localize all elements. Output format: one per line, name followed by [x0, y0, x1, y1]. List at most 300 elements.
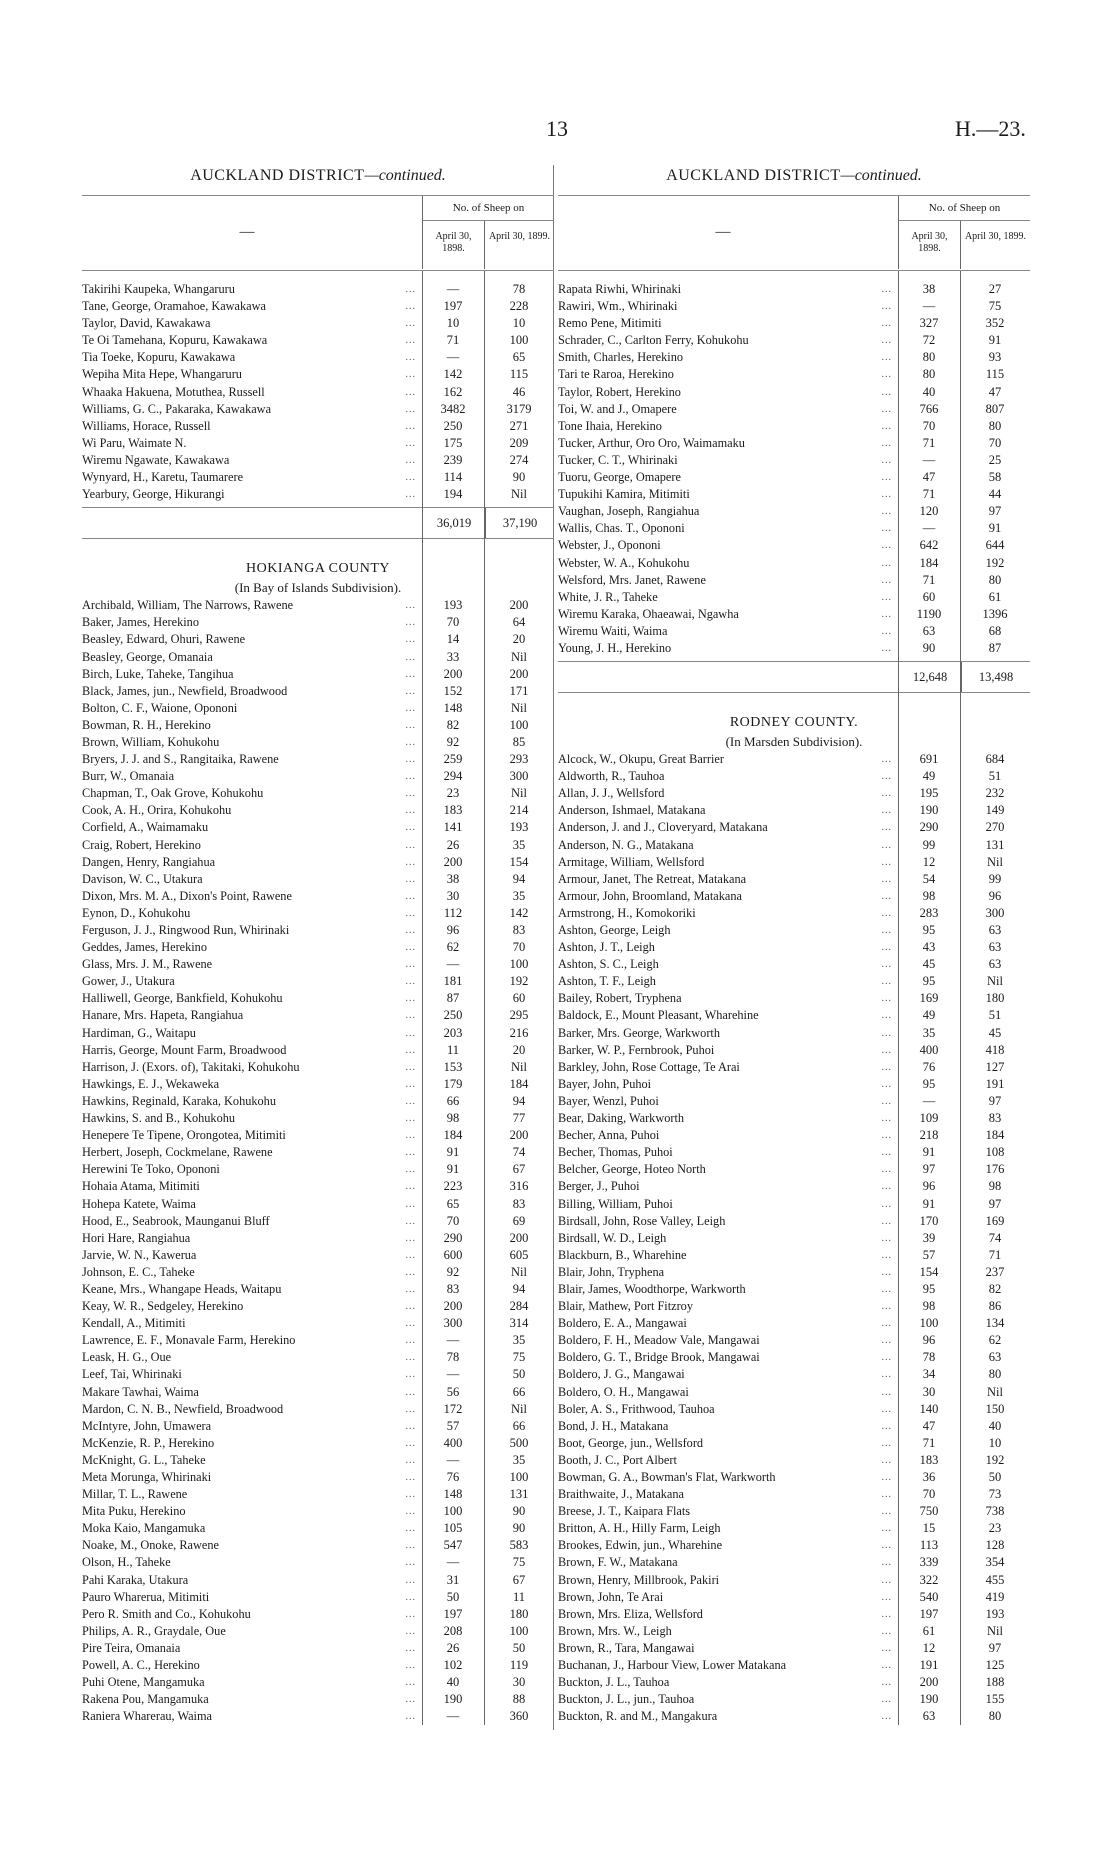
district-heading-continued: —continued. [364, 167, 446, 184]
sheep-1899: 150 [985, 1401, 1005, 1416]
table-row [558, 469, 1030, 486]
sheep-1898: 61 [922, 1623, 936, 1638]
table-row [558, 1349, 1030, 1366]
owner-cell [558, 281, 898, 298]
owner-cell [82, 1298, 422, 1315]
owner-name: Blair, John, Tryphena [558, 1265, 667, 1279]
owner-name: Barker, Mrs. George, Warkworth [558, 1026, 723, 1040]
owner-name: Tane, George, Oramahoe, Kawakawa [82, 299, 269, 313]
sheep-1899: 352 [985, 316, 1005, 331]
sheep-1899: 83 [988, 1111, 1002, 1126]
sheep-1898: 96 [922, 1333, 936, 1348]
owner-cell [558, 1469, 898, 1486]
table-row [558, 435, 1030, 452]
owner-cell [82, 1537, 422, 1554]
sheep-1898: 148 [443, 1487, 463, 1502]
owner-name: Tia Toeke, Kopuru, Kawakawa [82, 350, 238, 364]
table-row [558, 1657, 1030, 1674]
table-row [558, 349, 1030, 366]
sheep-1898: 47 [922, 470, 936, 485]
sheep-1898: 218 [919, 1128, 939, 1143]
owner-name: Baker, James, Herekino [82, 615, 202, 629]
owner-name: Raniera Wharerau, Waima [82, 1709, 215, 1723]
owner-cell [558, 1435, 898, 1452]
table-row [82, 1606, 554, 1623]
sheep-1899: 83 [512, 923, 526, 937]
table-row [82, 700, 554, 717]
owner-cell [558, 922, 898, 939]
sheep-1899: Nil [511, 487, 527, 502]
owner-name: Tone Ihaia, Herekino [558, 419, 665, 433]
owner-name: Puhi Otene, Mangamuka [82, 1675, 208, 1689]
sheep-1899: 192 [985, 555, 1005, 570]
owner-cell [82, 939, 422, 956]
owner-cell [82, 1281, 422, 1298]
sheep-1899: 115 [985, 367, 1005, 382]
owner-name: Corfield, A., Waimamaku [82, 820, 211, 834]
table-row [82, 1281, 554, 1298]
sheep-1898: 152 [443, 683, 463, 698]
owner-name: Henepere Te Tipene, Orongotea, Mitimiti [82, 1128, 289, 1142]
sheep-1898: — [446, 1333, 460, 1348]
owner-name: Billing, William, Puhoi [558, 1197, 676, 1211]
table-row [558, 1213, 1030, 1230]
table-row [558, 1127, 1030, 1144]
sheep-1899: 605 [509, 1247, 529, 1262]
owner-name: Ashton, T. F., Leigh [558, 974, 659, 988]
table-row [82, 939, 554, 956]
owner-cell [558, 1384, 898, 1401]
owner-name: Craig, Robert, Herekino [82, 838, 204, 852]
owner-cell [82, 1589, 422, 1606]
owner-cell [82, 315, 422, 332]
owner-cell [558, 1007, 898, 1024]
owner-cell [82, 888, 422, 905]
sheep-1898: 71 [922, 435, 936, 450]
owner-name: McKenzie, R. P., Herekino [82, 1436, 217, 1450]
sheep-1899: Nil [511, 649, 527, 664]
owner-name: Beasley, Edward, Ohuri, Rawene [82, 632, 248, 646]
owner-name: Takirihi Kaupeka, Whangaruru [82, 282, 238, 296]
owner-name: Breese, J. T., Kaipara Flats [558, 1504, 693, 1518]
sheep-1898: 140 [919, 1401, 939, 1416]
table-row [82, 1674, 554, 1691]
table-row [82, 1213, 554, 1230]
sheep-1898: — [922, 1093, 936, 1108]
table-row [82, 1384, 554, 1401]
owner-name: Barkley, John, Rose Cottage, Te Arai [558, 1060, 743, 1074]
table-body [82, 271, 554, 1725]
sheep-1898: 600 [443, 1247, 463, 1262]
owner-name: Pero R. Smith and Co., Kohukohu [82, 1607, 254, 1621]
sheep-1899: 74 [512, 1145, 526, 1160]
owner-name: Tuoru, George, Omapere [558, 470, 684, 484]
sheep-1898: — [446, 1709, 460, 1724]
owner-name: Wiremu Ngawate, Kawakawa [82, 453, 232, 467]
table-row [558, 537, 1030, 554]
sheep-1898: 56 [446, 1384, 460, 1399]
table-row [82, 1503, 554, 1520]
header-name-column: — [715, 224, 731, 240]
owner-cell [558, 349, 898, 366]
owner-name: Bryers, J. J. and S., Rangitaika, Rawene [82, 752, 282, 766]
sheep-1898: 76 [446, 1470, 460, 1484]
owner-name: Leef, Tai, Whirinaki [82, 1367, 185, 1381]
owner-name: Hawkings, E. J., Wekaweka [82, 1077, 222, 1091]
owner-name: Lawrence, E. F., Monavale Farm, Herekino [82, 1333, 298, 1347]
owner-name: Brown, William, Kohukohu [82, 735, 222, 749]
owner-cell [82, 1196, 422, 1213]
owner-name: Ashton, George, Leigh [558, 923, 673, 937]
owner-cell [558, 1589, 898, 1606]
sheep-1899: 193 [509, 820, 529, 835]
owner-name: Rawiri, Wm., Whirinaki [558, 299, 680, 313]
owner-cell [82, 1674, 422, 1691]
sheep-1899: 44 [988, 487, 1002, 502]
table-row [82, 1298, 554, 1315]
owner-cell [82, 418, 422, 435]
owner-cell [82, 1315, 422, 1332]
sheep-1899: 300 [509, 769, 529, 784]
owner-name: Hohaia Atama, Mitimiti [82, 1179, 203, 1193]
owner-name: Te Oi Tamehana, Kopuru, Kawakawa [82, 333, 270, 347]
owner-name: Anderson, Ishmael, Matakana [558, 803, 709, 817]
sheep-1898: 191 [919, 1658, 939, 1673]
sheep-1898: 50 [446, 1589, 460, 1604]
sheep-1898: 23 [446, 786, 460, 801]
sheep-1899: 96 [988, 888, 1002, 903]
sheep-1898: 40 [446, 1675, 460, 1690]
sheep-1898: 339 [919, 1555, 939, 1570]
table-row [82, 597, 554, 614]
sheep-1898: — [922, 521, 936, 536]
sheep-1898: 294 [443, 769, 463, 784]
sheep-1898: 82 [446, 717, 460, 732]
sheep-1898: 49 [922, 1008, 936, 1023]
sheep-1899: 271 [509, 418, 529, 433]
sheep-1899: 125 [985, 1658, 1005, 1673]
owner-name: Blair, Mathew, Port Fitzroy [558, 1299, 696, 1313]
table-row [558, 990, 1030, 1007]
sheep-1898: 283 [919, 905, 939, 920]
owner-name: Buchanan, J., Harbour View, Lower Matakana [558, 1658, 789, 1672]
owner-name: Britton, A. H., Hilly Farm, Leigh [558, 1521, 724, 1535]
sheep-1898: 153 [443, 1059, 463, 1074]
owner-name: Halliwell, George, Bankfield, Kohukohu [82, 991, 286, 1005]
owner-cell [558, 1401, 898, 1418]
owner-cell [558, 1623, 898, 1640]
sheep-1899: 77 [512, 1111, 526, 1126]
sheep-1899: 47 [988, 384, 1002, 399]
owner-name: Whaaka Hakuena, Motuthea, Russell [82, 385, 268, 399]
table-spacer [82, 271, 554, 281]
table-row [82, 871, 554, 888]
owner-name: Taylor, David, Kawakawa [82, 316, 213, 330]
sheep-1899: 237 [985, 1264, 1005, 1279]
sheep-1899: 35 [512, 1452, 526, 1467]
sheep-1898: 200 [443, 1299, 463, 1314]
table-row [82, 1007, 554, 1024]
sheep-1898: 200 [919, 1675, 939, 1690]
table-row [558, 1520, 1030, 1537]
county-subdivision: (In Marsden Subdivision). [725, 734, 863, 750]
sheep-1899: 316 [509, 1179, 529, 1194]
sheep-1898: 290 [443, 1230, 463, 1245]
owner-name: Wepiha Mita Hepe, Whangaruru [82, 367, 245, 381]
owner-cell [82, 854, 422, 871]
owner-cell [558, 589, 898, 606]
sheep-1899: 97 [988, 1093, 1002, 1108]
sheep-1899: Nil [511, 1401, 527, 1416]
table-row [82, 683, 554, 700]
table-row [82, 614, 554, 631]
sheep-1899: 270 [985, 820, 1005, 835]
table-row [82, 401, 554, 418]
sheep-1898: 91 [446, 1162, 460, 1177]
owner-cell [82, 349, 422, 366]
owner-cell [558, 1349, 898, 1366]
owner-cell [82, 802, 422, 819]
sheep-1899: 193 [985, 1606, 1005, 1621]
owner-cell [82, 1042, 422, 1059]
sheep-1898: 91 [922, 1196, 936, 1211]
owner-name: Bayer, John, Puhoi [558, 1077, 654, 1091]
table-row [558, 973, 1030, 990]
sheep-1899: 80 [988, 1709, 1002, 1724]
owner-cell [82, 905, 422, 922]
table-row [82, 1708, 554, 1725]
sheep-1899: 50 [512, 1640, 526, 1655]
table-row [558, 802, 1030, 819]
sheep-1898: — [446, 1555, 460, 1570]
district-heading-continued: —continued. [840, 167, 922, 184]
sheep-1899: 300 [985, 905, 1005, 920]
owner-cell [558, 768, 898, 785]
table-row [558, 640, 1030, 657]
owner-cell [82, 469, 422, 486]
sheep-1898: 70 [922, 418, 936, 433]
table-row [558, 1059, 1030, 1076]
sheep-1899: Nil [987, 974, 1003, 989]
sheep-1899: 86 [988, 1299, 1002, 1314]
table-row [558, 1042, 1030, 1059]
table-row [82, 1640, 554, 1657]
sheep-1899: 154 [509, 854, 529, 869]
sheep-1898: 750 [919, 1504, 939, 1519]
sheep-1898: 80 [922, 350, 936, 365]
sheep-1898: 642 [919, 538, 939, 553]
table-row [558, 384, 1030, 401]
owner-name: Bowman, R. H., Herekino [82, 718, 214, 732]
owner-name: Taylor, Robert, Herekino [558, 385, 684, 399]
sheep-1898: 45 [922, 957, 936, 972]
table-row [558, 1640, 1030, 1657]
owner-cell [82, 281, 422, 298]
owner-name: Leask, H. G., Oue [82, 1350, 174, 1364]
table-row [82, 717, 554, 734]
table-row [558, 1572, 1030, 1589]
right-column [558, 165, 1030, 1725]
owner-cell [82, 1332, 422, 1349]
owner-cell [82, 734, 422, 751]
sheep-1898: 38 [446, 871, 460, 886]
owner-cell [558, 1572, 898, 1589]
owner-cell [558, 640, 898, 657]
sheep-1898: 194 [443, 487, 463, 502]
table-body [558, 271, 1030, 1725]
sheep-1899: 70 [512, 940, 526, 955]
owner-cell [82, 298, 422, 315]
owner-cell [558, 837, 898, 854]
owner-name: Yearbury, George, Hikurangi [82, 487, 228, 501]
owner-name: Bolton, C. F., Waione, Opononi [82, 701, 240, 715]
sheep-1899: 94 [512, 1281, 526, 1296]
owner-cell [82, 1554, 422, 1571]
district-heading-text: AUCKLAND DISTRICT [666, 167, 841, 184]
owner-cell [558, 1076, 898, 1093]
owner-name: Jarvie, W. N., Kawerua [82, 1248, 199, 1262]
table-row [558, 1264, 1030, 1281]
sheep-1899: 455 [985, 1572, 1005, 1587]
owner-name: Birdsall, W. D., Leigh [558, 1231, 669, 1245]
sheep-1898: 40 [922, 384, 936, 399]
owner-cell [82, 700, 422, 717]
sheep-1898: 99 [922, 837, 936, 852]
sheep-1899: 192 [509, 974, 529, 989]
sheep-1898: 322 [919, 1572, 939, 1587]
sheep-1898: 71 [922, 1435, 936, 1450]
table-row [558, 1486, 1030, 1503]
owner-name: Armour, John, Broomland, Matakana [558, 889, 745, 903]
owner-cell [82, 1366, 422, 1383]
owner-name: Dixon, Mrs. M. A., Dixon's Point, Rawene [82, 889, 295, 903]
sheep-1898: 114 [443, 470, 463, 485]
table-row [558, 1025, 1030, 1042]
sheep-1899: 100 [509, 1623, 529, 1638]
owner-name: Hawkins, S. and B., Kohukohu [82, 1111, 238, 1125]
table-row [82, 1589, 554, 1606]
table-row [558, 1537, 1030, 1554]
sheep-1899: 216 [509, 1025, 529, 1040]
sheep-1898: 208 [443, 1623, 463, 1638]
owner-cell [558, 469, 898, 486]
table-row [82, 1042, 554, 1059]
sheep-1898: 300 [443, 1316, 463, 1331]
sheep-1898: 190 [443, 1692, 463, 1707]
table-row [558, 281, 1030, 298]
header-group-label: No. of Sheep on [422, 196, 554, 221]
sheep-1898: 183 [443, 803, 463, 818]
sheep-1898: 71 [922, 487, 936, 502]
owner-cell [558, 503, 898, 520]
sheep-1898: 35 [922, 1025, 936, 1040]
owner-cell [82, 614, 422, 631]
owner-name: Aldworth, R., Tauhoa [558, 769, 668, 783]
sheep-1899: 3179 [506, 401, 532, 416]
table-row [82, 349, 554, 366]
owner-cell [558, 1042, 898, 1059]
table-row [82, 956, 554, 973]
sheep-1899: 184 [509, 1076, 529, 1091]
owner-cell [558, 1708, 898, 1725]
owner-name: Wiremu Karaka, Ohaeawai, Ngawha [558, 607, 742, 621]
table-row [82, 1452, 554, 1469]
sheep-1899: 500 [509, 1435, 529, 1450]
owner-name: Kendall, A., Mitimiti [82, 1316, 189, 1330]
sheep-1899: 176 [985, 1162, 1005, 1177]
sheep-1898: 78 [446, 1350, 460, 1365]
owner-name: Brown, F. W., Matakana [558, 1555, 681, 1569]
sheep-1898: 195 [919, 786, 939, 801]
table-row [558, 332, 1030, 349]
sheep-1899: 75 [988, 299, 1002, 314]
owner-name: Smith, Charles, Herekino [558, 350, 686, 364]
table-row [82, 1178, 554, 1195]
sheep-1899: 200 [509, 1230, 529, 1245]
owner-name: Burr, W., Omanaia [82, 769, 177, 783]
owner-cell [82, 956, 422, 973]
table-row [82, 649, 554, 666]
sheep-1899: 51 [988, 1008, 1002, 1023]
owner-name: Ashton, J. T., Leigh [558, 940, 658, 954]
owner-cell [558, 905, 898, 922]
table-row [558, 520, 1030, 537]
sheep-1899: 90 [512, 1504, 526, 1519]
header-year-1898: April 30, 1898. [422, 221, 484, 269]
total-1899: 13,498 [961, 662, 1030, 692]
table-row [82, 905, 554, 922]
owner-cell [82, 1606, 422, 1623]
table-row [558, 503, 1030, 520]
table-row [558, 486, 1030, 503]
table-row [558, 1110, 1030, 1127]
sheep-1898: 148 [443, 700, 463, 715]
owner-cell [558, 785, 898, 802]
sheep-1898: 154 [919, 1264, 939, 1279]
sheep-1898: 90 [922, 640, 936, 655]
table-row [82, 1025, 554, 1042]
sheep-1898: 31 [446, 1572, 460, 1587]
table-row [82, 768, 554, 785]
table-row [558, 401, 1030, 418]
sheep-1898: 96 [446, 923, 460, 937]
owner-cell [558, 332, 898, 349]
sheep-1899: 149 [985, 803, 1005, 818]
owner-name: Boldero, J. G., Mangawai [558, 1367, 688, 1381]
owner-name: Keay, W. R., Sedgeley, Herekino [82, 1299, 246, 1313]
sheep-1899: 97 [988, 1196, 1002, 1211]
table-row [558, 1178, 1030, 1195]
sheep-1898: 197 [443, 1606, 463, 1621]
sheep-1899: 100 [509, 957, 529, 972]
owner-name: Birch, Luke, Taheke, Tangihua [82, 667, 237, 681]
table-row [82, 802, 554, 819]
owner-cell [558, 1640, 898, 1657]
owner-name: Bond, J. H., Matakana [558, 1419, 671, 1433]
owner-name: Beasley, George, Omanaia [82, 650, 216, 664]
table-row [558, 1674, 1030, 1691]
owner-name: Olson, H., Taheke [82, 1555, 174, 1569]
owner-name: Armour, Janet, The Retreat, Matakana [558, 872, 749, 886]
district-heading [558, 165, 1030, 187]
sheep-1898: 691 [919, 752, 939, 767]
sheep-1899: 27 [988, 282, 1002, 296]
sheep-1898: 400 [443, 1435, 463, 1450]
owner-name: Powell, A. C., Herekino [82, 1658, 203, 1672]
owner-name: Gower, J., Utakura [82, 974, 178, 988]
owner-name: Cook, A. H., Orira, Kohukohu [82, 803, 234, 817]
table-row [82, 1059, 554, 1076]
